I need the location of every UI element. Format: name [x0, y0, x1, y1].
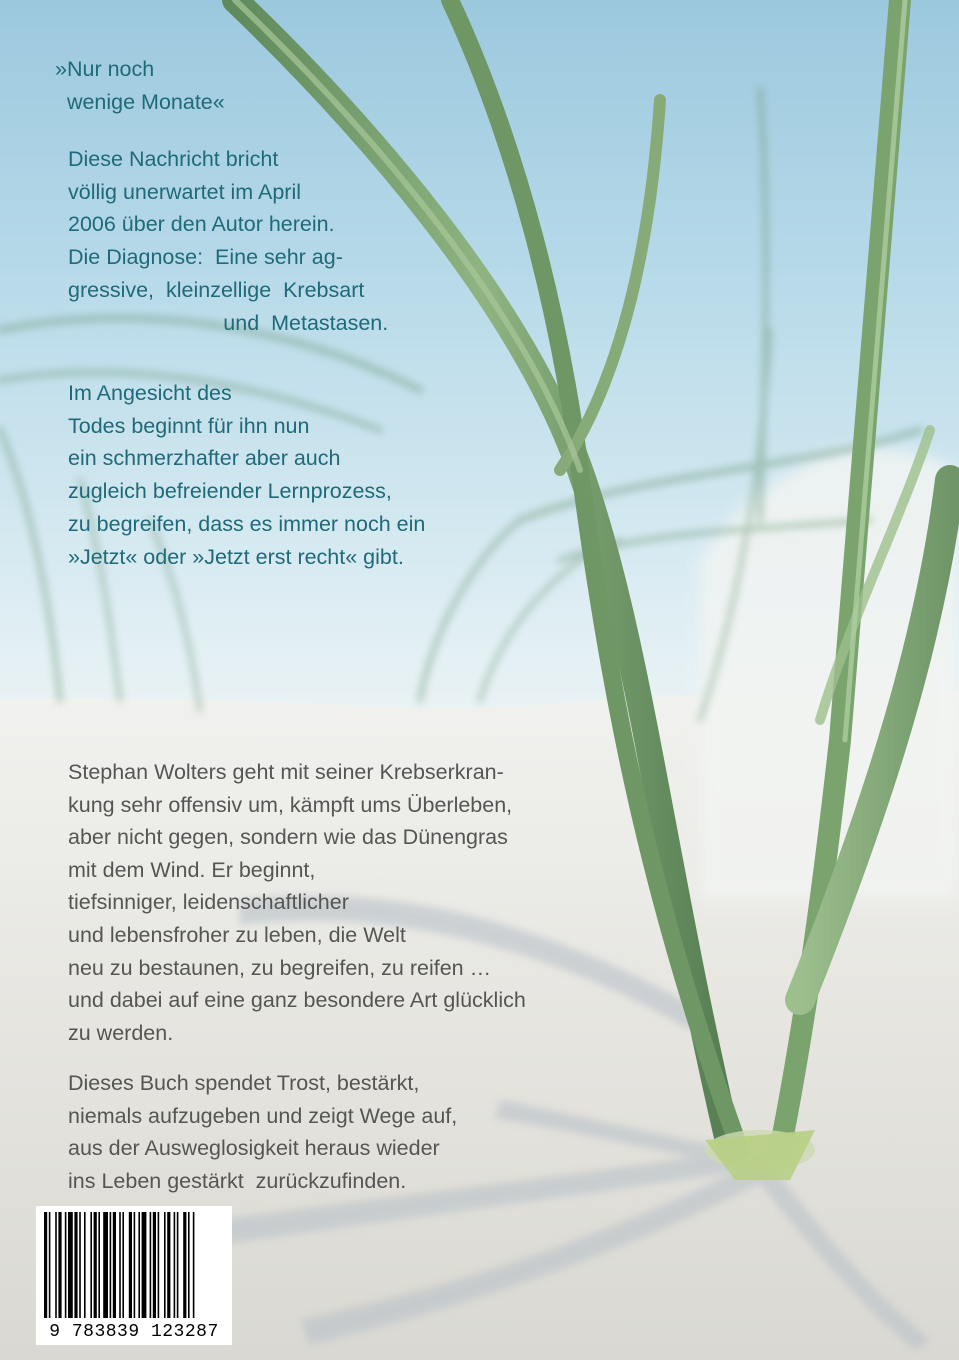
death-paragraph: Im Angesicht des Todes beginnt für ihn nun ein schmerzhafter aber auch zugleich befreiender Lernprozess, zu begreifen, dass es immer noch ein »Jetzt« oder »Jetzt erst recht« gibt.: [68, 381, 426, 569]
headline-quote: »Nur noch wenige Monate«: [55, 57, 225, 114]
barcode-icon: [36, 1206, 232, 1322]
author-paragraph: Stephan Wolters geht mit seiner Krebserkran- kung sehr offensiv um, kämpft ums Überleben, aber nicht gegen, sondern wie das Dünengras mit dem Wind. Er beginnt, tiefsinniger, leidenschaftlicher und lebensfroher zu leben, die Welt neu zu bestaunen, zu begreifen, zu reifen … und dabei auf eine ganz besondere Art glücklich zu werden.: [68, 760, 526, 1045]
intro-paragraph: Diese Nachricht bricht völlig unerwartet im April 2006 über den Autor herein. Die Diagnose: Eine sehr ag- gressive, kleinzellige Krebsart und Metastasen.: [68, 147, 389, 335]
isbn-digits: 9 783839 123287: [49, 1322, 219, 1342]
isbn-barcode: [36, 1206, 232, 1345]
book-paragraph: Dieses Buch spendet Trost, bestärkt, niemals aufzugeben und zeigt Wege auf, aus der Ausweglosigkeit heraus wieder ins Leben gestärkt zurückzufinden.: [68, 1071, 458, 1194]
